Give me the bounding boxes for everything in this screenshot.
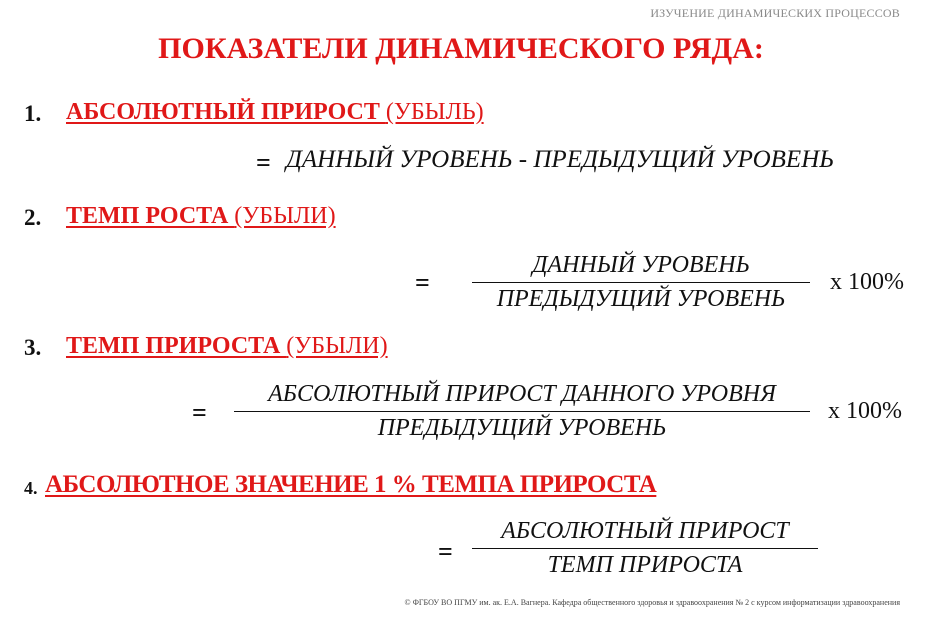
fraction-denominator: ТЕМП ПРИРОСТА <box>547 552 743 578</box>
term-one-percent-value: АБСОЛЮТНОЕ ЗНАЧЕНИЕ 1 % ТЕМПА ПРИРОСТА <box>45 471 657 498</box>
term-absolute-growth <box>66 99 484 126</box>
term-growth-rate <box>66 203 336 230</box>
item-number: 3. <box>24 335 42 360</box>
term-increment-rate <box>66 333 388 360</box>
fraction-denominator: ПРЕДЫДУЩИЙ УРОВЕНЬ <box>377 415 667 441</box>
equals-sign: = <box>192 398 207 427</box>
fraction-line <box>472 282 810 283</box>
term-light: (УБЫЛИ) <box>234 203 336 229</box>
page-title: ПОКАЗАТЕЛИ ДИНАМИЧЕСКОГО РЯДА: <box>158 32 764 65</box>
term-light: (УБЫЛЬ) <box>385 99 484 125</box>
multiplier: х 100% <box>828 398 902 424</box>
footer-copyright: © ФГБОУ ВО ПГМУ им. ак. Е.А. Вагнера. Кафедра общественного здоровья и здравоохранения № 2 с курсом информатизации здравоохранения <box>404 598 900 607</box>
term-bold: АБСОЛЮТНЫЙ ПРИРОСТ <box>66 99 386 125</box>
item-number: 2. <box>24 205 42 230</box>
item-number: 4. <box>24 478 38 498</box>
fraction-numerator: ДАННЫЙ УРОВЕНЬ <box>532 252 750 278</box>
term-light: (УБЫЛИ) <box>286 333 388 359</box>
fraction-numerator: АБСОЛЮТНЫЙ ПРИРОСТ <box>501 518 789 544</box>
multiplier: х 100% <box>830 269 904 295</box>
equals-sign: = <box>256 148 271 177</box>
formula-absolute-growth: ДАННЫЙ УРОВЕНЬ - ПРЕДЫДУЩИЙ УРОВЕНЬ <box>286 146 834 173</box>
fraction-line <box>234 411 810 412</box>
fraction-line <box>472 548 818 549</box>
item-number: 1. <box>24 101 42 126</box>
equals-sign: = <box>415 268 430 297</box>
fraction-denominator: ПРЕДЫДУЩИЙ УРОВЕНЬ <box>496 286 786 312</box>
term-bold: ТЕМП ПРИРОСТА <box>66 333 287 359</box>
term-bold: ТЕМП РОСТА <box>66 203 235 229</box>
fraction-numerator: АБСОЛЮТНЫЙ ПРИРОСТ ДАННОГО УРОВНЯ <box>268 381 776 407</box>
equals-sign: = <box>438 537 453 566</box>
section-label: ИЗУЧЕНИЕ ДИНАМИЧЕСКИХ ПРОЦЕССОВ <box>650 6 900 20</box>
